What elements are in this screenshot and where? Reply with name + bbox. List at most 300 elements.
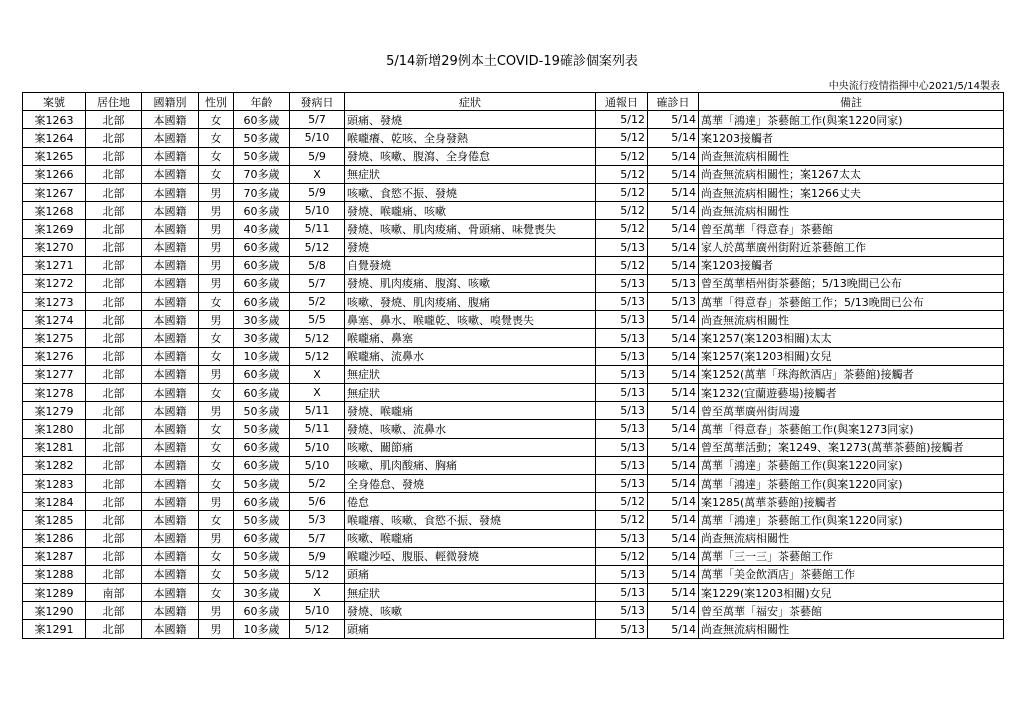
- nationality-cell: 本國籍: [142, 111, 199, 129]
- residence-cell: 北部: [86, 529, 142, 547]
- nationality-cell: 本國籍: [142, 493, 199, 511]
- symptoms-cell: 頭痛: [345, 565, 596, 583]
- onset-date-cell: X: [290, 165, 345, 183]
- table-row: [23, 529, 1004, 547]
- remarks-cell: 曾至萬華「得意春」茶藝館: [699, 220, 1004, 238]
- confirm-date-cell: 5/14: [648, 511, 699, 529]
- nationality-cell: 本國籍: [142, 256, 199, 274]
- sex-cell: 男: [199, 620, 234, 638]
- sex-cell: 女: [199, 165, 234, 183]
- residence-cell: 北部: [86, 547, 142, 565]
- remarks-cell: 萬華「三一三」茶藝館工作: [699, 547, 1004, 565]
- remarks-cell: 尚查無流病相關性；案1266丈夫: [699, 183, 1004, 201]
- report-date-cell: 5/12: [596, 147, 648, 165]
- residence-cell: 北部: [86, 220, 142, 238]
- age-cell: 60多歲: [234, 438, 290, 456]
- sex-cell: 女: [199, 147, 234, 165]
- header-age: 年齡: [234, 93, 290, 111]
- case-id-cell: 案1276: [23, 347, 86, 365]
- confirm-date-cell: 5/14: [648, 202, 699, 220]
- sex-cell: 女: [199, 111, 234, 129]
- remarks-cell: 尚查無流病相關性: [699, 147, 1004, 165]
- age-cell: 60多歲: [234, 456, 290, 474]
- header-sex: 性別: [199, 93, 234, 111]
- age-cell: 10多歲: [234, 347, 290, 365]
- case-id-cell: 案1282: [23, 456, 86, 474]
- symptoms-cell: 咳嗽、食慾不振、發燒: [345, 183, 596, 201]
- age-cell: 60多歲: [234, 529, 290, 547]
- age-cell: 60多歲: [234, 384, 290, 402]
- remarks-cell: 萬華「鴻達」茶藝館工作(與案1220同家): [699, 111, 1004, 129]
- residence-cell: 北部: [86, 165, 142, 183]
- nationality-cell: 本國籍: [142, 293, 199, 311]
- table-row: [23, 602, 1004, 620]
- residence-cell: 北部: [86, 329, 142, 347]
- nationality-cell: 本國籍: [142, 311, 199, 329]
- sex-cell: 男: [199, 220, 234, 238]
- age-cell: 30多歲: [234, 584, 290, 602]
- confirm-date-cell: 5/14: [648, 165, 699, 183]
- residence-cell: 北部: [86, 456, 142, 474]
- case-table: [22, 92, 1004, 639]
- age-cell: 70多歲: [234, 165, 290, 183]
- report-date-cell: 5/13: [596, 456, 648, 474]
- nationality-cell: 本國籍: [142, 238, 199, 256]
- report-date-cell: 5/13: [596, 529, 648, 547]
- age-cell: 60多歲: [234, 493, 290, 511]
- confirm-date-cell: 5/14: [648, 438, 699, 456]
- age-cell: 60多歲: [234, 202, 290, 220]
- case-id-cell: 案1286: [23, 529, 86, 547]
- age-cell: 60多歲: [234, 256, 290, 274]
- sex-cell: 女: [199, 129, 234, 147]
- symptoms-cell: 發燒: [345, 238, 596, 256]
- table-row: [23, 183, 1004, 201]
- residence-cell: 北部: [86, 384, 142, 402]
- sex-cell: 男: [199, 274, 234, 292]
- symptoms-cell: 無症狀: [345, 365, 596, 383]
- onset-date-cell: 5/9: [290, 183, 345, 201]
- table-row: [23, 147, 1004, 165]
- age-cell: 40多歲: [234, 220, 290, 238]
- remarks-cell: 案1203接觸者: [699, 129, 1004, 147]
- sex-cell: 男: [199, 365, 234, 383]
- nationality-cell: 本國籍: [142, 547, 199, 565]
- header-report-date: 通報日: [596, 93, 648, 111]
- age-cell: 70多歲: [234, 183, 290, 201]
- remarks-cell: 案1252(萬華「珠海飲酒店」茶藝館)接觸者: [699, 365, 1004, 383]
- remarks-cell: 曾至萬華活動；案1249、案1273(萬華茶藝館)接觸者: [699, 438, 1004, 456]
- confirm-date-cell: 5/13: [648, 274, 699, 292]
- age-cell: 30多歲: [234, 311, 290, 329]
- onset-date-cell: 5/2: [290, 474, 345, 492]
- nationality-cell: 本國籍: [142, 511, 199, 529]
- nationality-cell: 本國籍: [142, 384, 199, 402]
- case-id-cell: 案1267: [23, 183, 86, 201]
- report-date-cell: 5/12: [596, 111, 648, 129]
- nationality-cell: 本國籍: [142, 602, 199, 620]
- case-id-cell: 案1291: [23, 620, 86, 638]
- report-date-cell: 5/12: [596, 511, 648, 529]
- nationality-cell: 本國籍: [142, 402, 199, 420]
- age-cell: 50多歲: [234, 402, 290, 420]
- symptoms-cell: 咳嗽、肌肉酸痛、胸痛: [345, 456, 596, 474]
- sex-cell: 女: [199, 329, 234, 347]
- symptoms-cell: 無症狀: [345, 165, 596, 183]
- report-date-cell: 5/13: [596, 402, 648, 420]
- age-cell: 60多歲: [234, 365, 290, 383]
- remarks-cell: 家人於萬華廣州街附近茶藝館工作: [699, 238, 1004, 256]
- residence-cell: 北部: [86, 438, 142, 456]
- onset-date-cell: 5/11: [290, 420, 345, 438]
- onset-date-cell: 5/12: [290, 329, 345, 347]
- confirm-date-cell: 5/14: [648, 547, 699, 565]
- report-date-cell: 5/12: [596, 129, 648, 147]
- remarks-cell: 案1257(案1203相關)太太: [699, 329, 1004, 347]
- report-date-cell: 5/13: [596, 474, 648, 492]
- report-date-cell: 5/12: [596, 202, 648, 220]
- sex-cell: 男: [199, 402, 234, 420]
- onset-date-cell: 5/6: [290, 493, 345, 511]
- case-id-cell: 案1280: [23, 420, 86, 438]
- confirm-date-cell: 5/14: [648, 602, 699, 620]
- age-cell: 30多歲: [234, 329, 290, 347]
- case-id-cell: 案1270: [23, 238, 86, 256]
- nationality-cell: 本國籍: [142, 456, 199, 474]
- table-row: [23, 129, 1004, 147]
- symptoms-cell: 咳嗽、關節痛: [345, 438, 596, 456]
- symptoms-cell: 發燒、咳嗽、腹瀉、全身倦怠: [345, 147, 596, 165]
- remarks-cell: 案1232(宜蘭遊藝場)接觸者: [699, 384, 1004, 402]
- onset-date-cell: 5/10: [290, 602, 345, 620]
- symptoms-cell: 自覺發燒: [345, 256, 596, 274]
- sex-cell: 男: [199, 311, 234, 329]
- sex-cell: 女: [199, 456, 234, 474]
- sex-cell: 男: [199, 238, 234, 256]
- residence-cell: 北部: [86, 493, 142, 511]
- table-row: [23, 456, 1004, 474]
- remarks-cell: 萬華「美金飲酒店」茶藝館工作: [699, 565, 1004, 583]
- table-row: [23, 584, 1004, 602]
- case-id-cell: 案1279: [23, 402, 86, 420]
- table-row: [23, 547, 1004, 565]
- remarks-cell: 萬華「鴻達」茶藝館工作(與案1220同家): [699, 456, 1004, 474]
- sex-cell: 女: [199, 584, 234, 602]
- confirm-date-cell: 5/14: [648, 183, 699, 201]
- symptoms-cell: 喉嚨沙啞、腹脹、輕微發燒: [345, 547, 596, 565]
- confirm-date-cell: 5/14: [648, 147, 699, 165]
- sex-cell: 女: [199, 511, 234, 529]
- header-symptoms: 症狀: [345, 93, 596, 111]
- age-cell: 50多歲: [234, 511, 290, 529]
- report-date-cell: 5/12: [596, 220, 648, 238]
- onset-date-cell: X: [290, 584, 345, 602]
- symptoms-cell: 倦怠: [345, 493, 596, 511]
- residence-cell: 北部: [86, 620, 142, 638]
- onset-date-cell: 5/12: [290, 620, 345, 638]
- case-id-cell: 案1268: [23, 202, 86, 220]
- nationality-cell: 本國籍: [142, 274, 199, 292]
- table-row: [23, 329, 1004, 347]
- sex-cell: 女: [199, 347, 234, 365]
- onset-date-cell: 5/7: [290, 529, 345, 547]
- table-row: [23, 311, 1004, 329]
- residence-cell: 北部: [86, 183, 142, 201]
- nationality-cell: 本國籍: [142, 420, 199, 438]
- case-id-cell: 案1265: [23, 147, 86, 165]
- remarks-cell: 曾至萬華梧州街茶藝館；5/13晚間已公布: [699, 274, 1004, 292]
- residence-cell: 北部: [86, 365, 142, 383]
- remarks-cell: 案1203接觸者: [699, 256, 1004, 274]
- case-id-cell: 案1275: [23, 329, 86, 347]
- age-cell: 50多歲: [234, 420, 290, 438]
- age-cell: 60多歲: [234, 602, 290, 620]
- sex-cell: 女: [199, 547, 234, 565]
- report-date-cell: 5/13: [596, 584, 648, 602]
- sex-cell: 男: [199, 529, 234, 547]
- symptoms-cell: 喉嚨痛、流鼻水: [345, 347, 596, 365]
- residence-cell: 南部: [86, 584, 142, 602]
- case-id-cell: 案1290: [23, 602, 86, 620]
- onset-date-cell: 5/10: [290, 438, 345, 456]
- report-date-cell: 5/13: [596, 293, 648, 311]
- case-id-cell: 案1264: [23, 129, 86, 147]
- nationality-cell: 本國籍: [142, 129, 199, 147]
- table-row: [23, 384, 1004, 402]
- confirm-date-cell: 5/14: [648, 420, 699, 438]
- header-remarks: 備註: [699, 93, 1004, 111]
- confirm-date-cell: 5/14: [648, 238, 699, 256]
- sex-cell: 女: [199, 438, 234, 456]
- symptoms-cell: 無症狀: [345, 384, 596, 402]
- confirm-date-cell: 5/14: [648, 365, 699, 383]
- table-row: [23, 474, 1004, 492]
- report-date-cell: 5/13: [596, 620, 648, 638]
- header-onset-date: 發病日: [290, 93, 345, 111]
- case-id-cell: 案1263: [23, 111, 86, 129]
- report-date-cell: 5/12: [596, 493, 648, 511]
- confirm-date-cell: 5/14: [648, 584, 699, 602]
- symptoms-cell: 咳嗽、發燒、肌肉痠痛、腹痛: [345, 293, 596, 311]
- confirm-date-cell: 5/14: [648, 529, 699, 547]
- onset-date-cell: 5/10: [290, 129, 345, 147]
- symptoms-cell: 發燒、喉嚨痛: [345, 402, 596, 420]
- symptoms-cell: 喉嚨癢、咳嗽、食慾不振、發燒: [345, 511, 596, 529]
- nationality-cell: 本國籍: [142, 565, 199, 583]
- table-row: [23, 511, 1004, 529]
- sex-cell: 男: [199, 202, 234, 220]
- table-row: [23, 365, 1004, 383]
- case-id-cell: 案1283: [23, 474, 86, 492]
- report-date-cell: 5/13: [596, 602, 648, 620]
- confirm-date-cell: 5/13: [648, 293, 699, 311]
- onset-date-cell: 5/11: [290, 220, 345, 238]
- remarks-cell: 尚查無流病相關性: [699, 311, 1004, 329]
- onset-date-cell: 5/10: [290, 456, 345, 474]
- symptoms-cell: 喉嚨痛、鼻塞: [345, 329, 596, 347]
- table-row: [23, 111, 1004, 129]
- case-id-cell: 案1287: [23, 547, 86, 565]
- residence-cell: 北部: [86, 111, 142, 129]
- age-cell: 50多歲: [234, 147, 290, 165]
- table-row: [23, 220, 1004, 238]
- age-cell: 60多歲: [234, 274, 290, 292]
- nationality-cell: 本國籍: [142, 147, 199, 165]
- report-date-cell: 5/13: [596, 420, 648, 438]
- page-title: 5/14新增29例本土COVID-19確診個案列表: [386, 54, 638, 69]
- remarks-cell: 曾至萬華「福安」茶藝館: [699, 602, 1004, 620]
- nationality-cell: 本國籍: [142, 365, 199, 383]
- nationality-cell: 本國籍: [142, 202, 199, 220]
- report-date-cell: 5/13: [596, 365, 648, 383]
- symptoms-cell: 鼻塞、鼻水、喉嚨乾、咳嗽、嗅覺喪失: [345, 311, 596, 329]
- remarks-cell: 尚查無流病相關性: [699, 202, 1004, 220]
- sex-cell: 男: [199, 602, 234, 620]
- symptoms-cell: 發燒、喉嚨痛、咳嗽: [345, 202, 596, 220]
- report-date-cell: 5/13: [596, 311, 648, 329]
- sex-cell: 女: [199, 420, 234, 438]
- case-id-cell: 案1273: [23, 293, 86, 311]
- symptoms-cell: 頭痛: [345, 620, 596, 638]
- onset-date-cell: 5/10: [290, 202, 345, 220]
- case-id-cell: 案1271: [23, 256, 86, 274]
- nationality-cell: 本國籍: [142, 220, 199, 238]
- nationality-cell: 本國籍: [142, 165, 199, 183]
- residence-cell: 北部: [86, 147, 142, 165]
- case-id-cell: 案1285: [23, 511, 86, 529]
- header-row: [23, 93, 1004, 111]
- symptoms-cell: 發燒、咳嗽、流鼻水: [345, 420, 596, 438]
- case-id-cell: 案1272: [23, 274, 86, 292]
- table-row: [23, 293, 1004, 311]
- residence-cell: 北部: [86, 129, 142, 147]
- confirm-date-cell: 5/14: [648, 129, 699, 147]
- onset-date-cell: 5/7: [290, 111, 345, 129]
- remarks-cell: 萬華「得意春」茶藝館工作(與案1273同家): [699, 420, 1004, 438]
- nationality-cell: 本國籍: [142, 438, 199, 456]
- case-id-cell: 案1289: [23, 584, 86, 602]
- nationality-cell: 本國籍: [142, 474, 199, 492]
- report-date-cell: 5/13: [596, 565, 648, 583]
- table-row: [23, 565, 1004, 583]
- remarks-cell: 萬華「鴻達」茶藝館工作(與案1220同家): [699, 511, 1004, 529]
- table-row: [23, 347, 1004, 365]
- table-row: [23, 402, 1004, 420]
- age-cell: 60多歲: [234, 293, 290, 311]
- onset-date-cell: X: [290, 384, 345, 402]
- report-date-cell: 5/13: [596, 438, 648, 456]
- symptoms-cell: 頭痛、發燒: [345, 111, 596, 129]
- onset-date-cell: 5/2: [290, 293, 345, 311]
- table-row: [23, 165, 1004, 183]
- onset-date-cell: 5/7: [290, 274, 345, 292]
- report-date-cell: 5/12: [596, 547, 648, 565]
- nationality-cell: 本國籍: [142, 529, 199, 547]
- confirm-date-cell: 5/14: [648, 311, 699, 329]
- table-row: [23, 493, 1004, 511]
- onset-date-cell: 5/12: [290, 238, 345, 256]
- confirm-date-cell: 5/14: [648, 329, 699, 347]
- report-date-cell: 5/13: [596, 274, 648, 292]
- onset-date-cell: X: [290, 365, 345, 383]
- case-id-cell: 案1288: [23, 565, 86, 583]
- residence-cell: 北部: [86, 202, 142, 220]
- sex-cell: 女: [199, 293, 234, 311]
- header-residence: 居住地: [86, 93, 142, 111]
- remarks-cell: 萬華「鴻達」茶藝館工作(與案1220同家): [699, 474, 1004, 492]
- sex-cell: 男: [199, 493, 234, 511]
- table-row: [23, 274, 1004, 292]
- report-date-cell: 5/12: [596, 165, 648, 183]
- report-date-cell: 5/13: [596, 384, 648, 402]
- residence-cell: 北部: [86, 274, 142, 292]
- residence-cell: 北部: [86, 347, 142, 365]
- case-id-cell: 案1269: [23, 220, 86, 238]
- sex-cell: 女: [199, 474, 234, 492]
- onset-date-cell: 5/11: [290, 402, 345, 420]
- confirm-date-cell: 5/14: [648, 493, 699, 511]
- remarks-cell: 萬華「得意春」茶藝館工作；5/13晚間已公布: [699, 293, 1004, 311]
- symptoms-cell: 發燒、咳嗽: [345, 602, 596, 620]
- case-id-cell: 案1277: [23, 365, 86, 383]
- report-date-cell: 5/12: [596, 183, 648, 201]
- table-row: [23, 256, 1004, 274]
- residence-cell: 北部: [86, 293, 142, 311]
- symptoms-cell: 發燒、肌肉痠痛、腹瀉、咳嗽: [345, 274, 596, 292]
- remarks-cell: 案1285(萬華茶藝館)接觸者: [699, 493, 1004, 511]
- age-cell: 50多歲: [234, 547, 290, 565]
- nationality-cell: 本國籍: [142, 584, 199, 602]
- nationality-cell: 本國籍: [142, 183, 199, 201]
- age-cell: 60多歲: [234, 111, 290, 129]
- report-date-cell: 5/12: [596, 256, 648, 274]
- confirm-date-cell: 5/14: [648, 474, 699, 492]
- residence-cell: 北部: [86, 238, 142, 256]
- header-case-id: 案號: [23, 93, 86, 111]
- onset-date-cell: 5/8: [290, 256, 345, 274]
- onset-date-cell: 5/9: [290, 147, 345, 165]
- age-cell: 50多歲: [234, 474, 290, 492]
- nationality-cell: 本國籍: [142, 329, 199, 347]
- residence-cell: 北部: [86, 420, 142, 438]
- table-row: [23, 420, 1004, 438]
- sex-cell: 女: [199, 384, 234, 402]
- remarks-cell: 尚查無流病相關性: [699, 620, 1004, 638]
- sex-cell: 男: [199, 256, 234, 274]
- age-cell: 50多歲: [234, 565, 290, 583]
- case-id-cell: 案1278: [23, 384, 86, 402]
- age-cell: 50多歲: [234, 129, 290, 147]
- onset-date-cell: 5/3: [290, 511, 345, 529]
- confirm-date-cell: 5/14: [648, 384, 699, 402]
- case-id-cell: 案1284: [23, 493, 86, 511]
- symptoms-cell: 全身倦怠、發燒: [345, 474, 596, 492]
- confirm-date-cell: 5/14: [648, 402, 699, 420]
- confirm-date-cell: 5/14: [648, 111, 699, 129]
- report-date-cell: 5/13: [596, 347, 648, 365]
- residence-cell: 北部: [86, 511, 142, 529]
- table-row: [23, 620, 1004, 638]
- confirm-date-cell: 5/14: [648, 565, 699, 583]
- residence-cell: 北部: [86, 256, 142, 274]
- sex-cell: 男: [199, 183, 234, 201]
- residence-cell: 北部: [86, 474, 142, 492]
- symptoms-cell: 無症狀: [345, 584, 596, 602]
- remarks-cell: 尚查無流病相關性；案1267太太: [699, 165, 1004, 183]
- symptoms-cell: 喉嚨癢、乾咳、全身發熱: [345, 129, 596, 147]
- case-id-cell: 案1274: [23, 311, 86, 329]
- confirm-date-cell: 5/14: [648, 347, 699, 365]
